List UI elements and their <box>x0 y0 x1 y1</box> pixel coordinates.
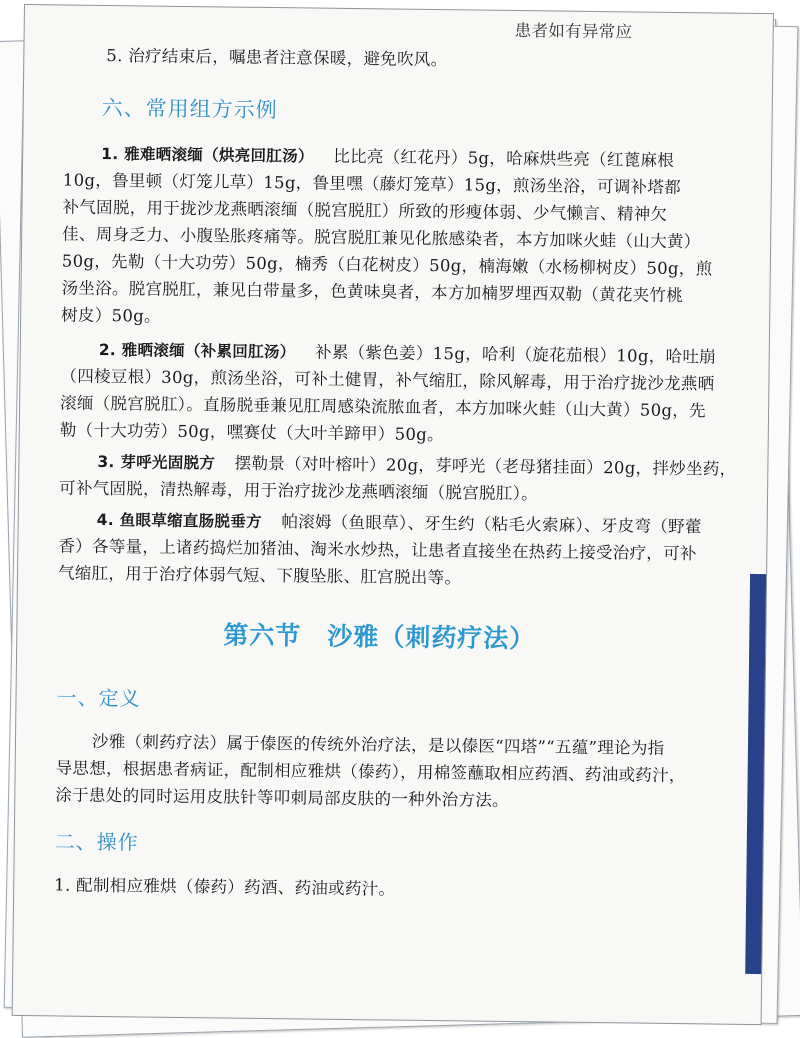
formula-1-first-line <box>101 140 674 171</box>
operation-step-1: 1. 配制相应雅烘（傣药）药酒、药油或药汁。 <box>54 875 396 899</box>
definition-line: 导思想，根据患者病证，配制相应雅烘（傣药），用棉签蘸取相应药酒、药油或药汁， <box>55 758 686 786</box>
definition-line: 涂于患处的同时运用皮肤针等叩刺局部皮肤的一种外治方法。 <box>55 785 510 810</box>
page-content <box>54 6 774 899</box>
formula-2-line: 滚缅（脱宫脱肛）。直肠脱垂兼见肛周感染流脓血者，本方加咪火蛙（山大黄）50g，先 <box>60 393 707 421</box>
formula-1-line: 汤坐浴。脱宫脱肛，兼见白带量多，色黄味臭者，本方加楠罗埋西双勒（黄花夹竹桃 <box>61 278 684 306</box>
step-5-line: 5. 治疗结束后，嘱患者注意保暖，避免吹风。 <box>106 46 448 70</box>
formula-4-line: 香）各等量，上诸药捣烂加猪油、淘米水炒热，让患者直接坐在热药上接受治疗，可补 <box>58 536 697 564</box>
formula-4-title: 4. 鱼眼草缩直肠脱垂方 <box>96 510 262 531</box>
formula-4-text: 帕滚姆（鱼眼草）、牙生约（粘毛火索麻）、牙皮弯（野藿 <box>281 512 702 537</box>
formula-1-line: 佳、周身乏力、小腹坠胀疼痛等。脱宫脱肛兼见化脓感染者，本方加咪火蛙（山大黄） <box>62 224 701 252</box>
heading-common-formulas: 六、常用组方示例 <box>101 95 278 123</box>
heading-definition: 一、定义 <box>56 685 141 711</box>
formula-1-line: 树皮）50g。 <box>61 305 161 326</box>
formula-1-title: 1. 雅难晒滚缅（烘亮回肛汤） <box>101 144 314 166</box>
book-page <box>12 4 774 1025</box>
formula-3-title: 3. 芽呼光固脱方 <box>97 452 216 473</box>
formula-3-first-line <box>97 448 736 480</box>
formula-1-line: 50g，先勒（十大功劳）50g，楠秀（白花树皮）50g，楠海嫩（水杨柳树皮）50g，煎 <box>61 251 713 279</box>
formula-1-text: 比比亮（红花丹）5g，哈麻烘些亮（红蓖麻根 <box>333 146 675 170</box>
section-title: 第六节 沙雅（刺药疗法） <box>223 620 536 654</box>
formula-2-title: 2. 雅晒滚缅（补累回肛汤） <box>98 340 296 362</box>
formula-2-line: 勒（十大功劳）50g，嘿赛仗（大叶羊蹄甲）50g。 <box>59 420 445 445</box>
definition-line: 沙雅（刺药疗法）属于傣医的传统外治疗法，是以傣医“四塔”“五蕴”理论为指 <box>91 731 665 758</box>
formula-4-line: 气缩肛，用于治疗体弱气短、下腹坠胀、肛宫脱出等。 <box>57 563 462 588</box>
heading-operation: 二、操作 <box>54 829 139 855</box>
formula-2-text: 补累（紫色姜）15g，哈利（旋花茄根）10g，哈吐崩 <box>314 342 717 367</box>
formula-1-line: 10g，鲁里顿（灯笼儿草）15g，鲁里嘿（藤灯笼草）15g，煎汤坐浴，可调补塔都 <box>62 170 682 198</box>
formula-3-text: 摆勒景（对叶榕叶）20g，芽呼光（老母猪挂面）20g，拌炒坐药， <box>234 453 737 479</box>
formula-3-line: 可补气固脱，清热解毒，用于治疗拢沙龙燕晒滚缅（脱宫脱肛）。 <box>58 478 539 504</box>
formula-1-line: 补气固脱，用于拢沙龙燕晒滚缅（脱宫脱肛）所致的形瘦体弱、少气懒言、精神欠 <box>62 197 668 224</box>
formula-2-first-line <box>99 336 716 368</box>
formula-2-line: （四棱豆根）30g，煎汤坐浴，可补土健胃，补气缩肛，除风解毒，用于治疗拢沙龙燕晒 <box>60 366 715 394</box>
cut-off-top-line: 患者如有异常应 <box>514 20 633 42</box>
formula-4-first-line <box>97 506 702 537</box>
